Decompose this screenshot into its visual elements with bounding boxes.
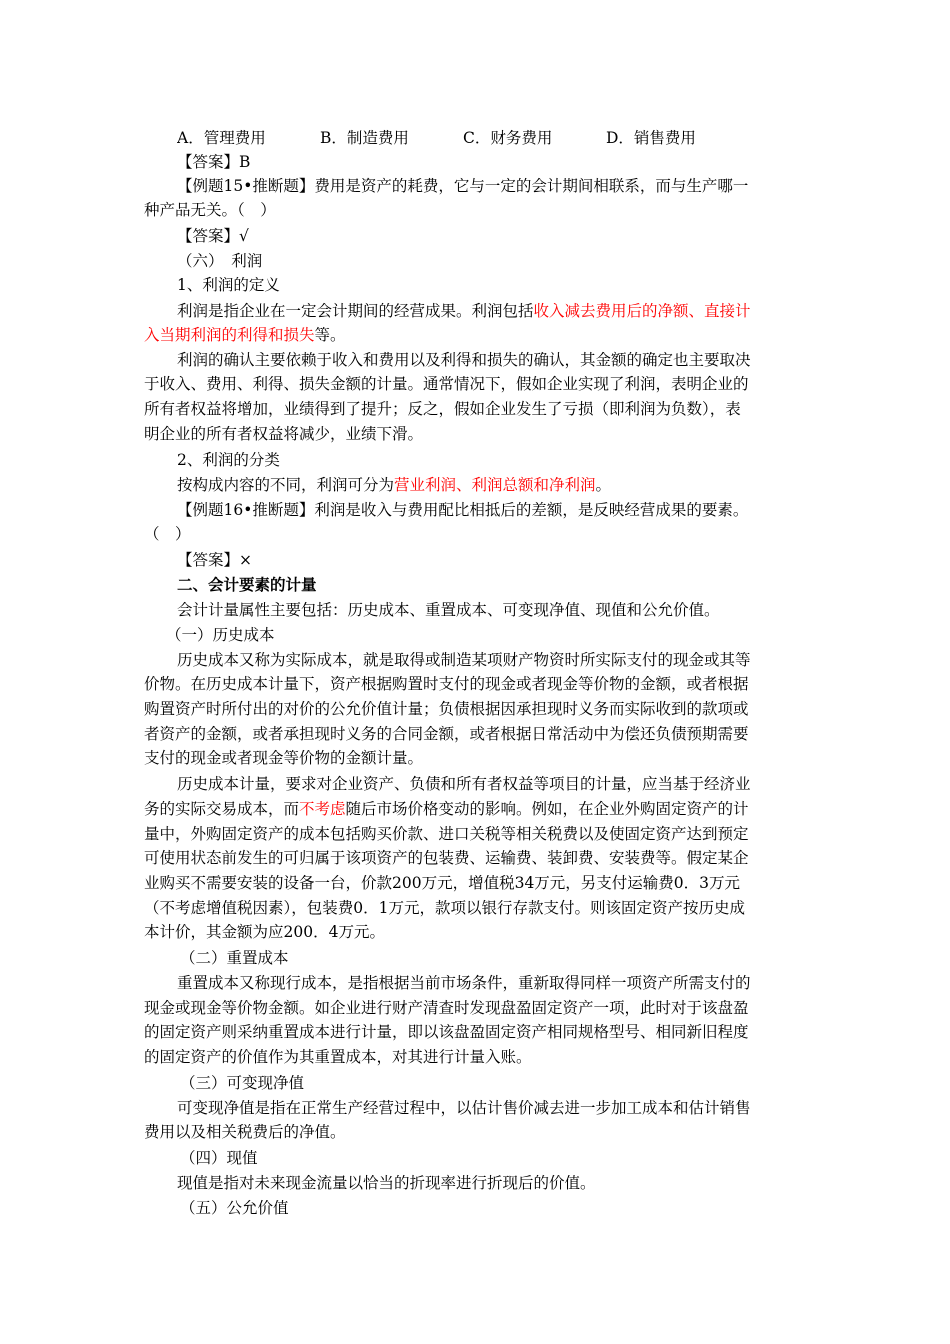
subheading-historical-cost: （一）历史成本 [166,626,275,644]
paragraph-line [144,797,808,821]
text-run: 按构成内容的不同，利润可分为 [177,476,395,494]
paragraph-profit-class [177,473,808,497]
paragraph-present-value: 现值是指对未来现金流量以恰当的折现率进行折现后的价值。 [177,1174,596,1192]
paragraph-measurement-attributes: 会计计量属性主要包括：历史成本、重置成本、可变现净值、现值和公允价值。 [177,601,720,619]
example-15-line-2: 种产品无关。（ ） [144,201,276,219]
paragraph-line: 者资产的金额，或者承担现时义务的合同金额，或者根据日常活动中为偿还负债预期需要 [144,725,749,743]
answer-options [177,126,841,150]
subheading-profit-classification: 2、利润的分类 [177,451,280,469]
paragraph-line: 价物。在历史成本计量下，资产根据购置时支付的现金或者现金等价物的金额，或者根据 [144,675,749,693]
example-15-line-1: 【例题15•推断题】费用是资产的耗费，它与一定的会计期间相联系，而与生产哪一 [177,177,749,195]
paragraph-line: 支付的现金或者现金等价物的金额计量。 [144,749,424,767]
paragraph-line: （不考虑增值税因素），包装费0．1万元，款项以银行存款支付。则该固定资产按历史成 [144,899,745,917]
text-run: 等。 [314,326,346,344]
paragraph-line: 重置成本又称现行成本，是指根据当前市场条件，重新取得同样一项资产所需支付的 [177,974,751,992]
subheading-net-realizable-value: （三）可变现净值 [180,1074,305,1092]
answer-1: 【答案】B [177,153,251,171]
text-run: 随后市场价格变动的影响。例如，在企业外购固定资产的计 [345,800,749,818]
paragraph-line: 可变现净值是指在正常生产经营过程中，以估计售价减去进一步加工成本和估计销售 [177,1099,751,1117]
option-c: C．财务费用 [463,129,553,147]
text-run: 利润是指企业在一定会计期间的经营成果。利润包括 [177,302,534,320]
paragraph-line: 本计价，其金额为应200．4万元。 [144,923,385,941]
paragraph-line: 于收入、费用、利得、损失金额的计量。通常情况下，假如企业实现了利润，表明企业的 [144,375,749,393]
highlight-text: 入当期利润的利得和损失 [144,326,315,344]
paragraph-line: 历史成本计量，要求对企业资产、负债和所有者权益等项目的计量，应当基于经济业 [177,775,751,793]
answer-2: 【答案】√ [177,227,249,245]
section-heading-6: （六） 利润 [177,252,263,270]
paragraph-line: 费用以及相关税费后的净值。 [144,1123,346,1141]
subheading-replacement-cost: （二）重置成本 [180,949,289,967]
paragraph-line: 现金或现金等价物金额。如企业进行财产清查时发现盘盈固定资产一项，此时对于该盘盈 [144,999,749,1017]
highlight-text: 营业利润、利润总额和净利润 [394,476,596,494]
paragraph-line: 的固定资产则采纳重置成本进行计量，即以该盘盈固定资产相同规格型号、相同新旧程度 [144,1023,749,1041]
option-b: B．制造费用 [320,129,409,147]
paragraph-line: 明企业的所有者权益将减少，业绩下滑。 [144,425,424,443]
paragraph-line: 量中，外购固定资产的成本包括购买价款、进口关税等相关税费以及使固定资产达到预定 [144,825,749,843]
text-run: 务的实际交易成本，而 [144,800,300,818]
paragraph-line: 所有者权益将增加，业绩得到了提升；反之，假如企业发生了亏损（即利润为负数），表 [144,400,741,418]
option-a: A．管理费用 [177,129,266,147]
text-run: 。 [595,476,612,494]
paragraph-line: 购置资产时所付出的对价的公允价值计量；负债根据因承担现时义务而实际收到的款项或 [144,700,749,718]
paragraph-profit-def-line-1 [177,299,808,323]
paragraph-line: 的固定资产的价值作为其重置成本，对其进行计量入账。 [144,1048,532,1066]
example-16-line-1: 【例题16•推断题】利润是收入与费用配比相抵后的差额，是反映经营成果的要素。 [177,501,749,519]
option-d: D．销售费用 [606,129,696,147]
subheading-fair-value: （五）公允价值 [180,1199,289,1217]
subheading-present-value: （四）现值 [180,1149,258,1167]
highlight-text: 收入减去费用后的净额、直接计 [533,302,751,320]
section-heading-2: 二、会计要素的计量 [177,575,317,594]
paragraph-line: 利润的确认主要依赖于收入和费用以及利得和损失的确认，其金额的确定也主要取决 [177,351,751,369]
highlight-text: 不考虑 [299,800,346,818]
example-16-line-2: （ ） [144,525,191,543]
paragraph-profit-def-line-2 [144,323,808,347]
paragraph-line: 可使用状态前发生的可归属于该项资产的包装费、运输费、装卸费、安装费等。假定某企 [144,849,749,867]
paragraph-line: 历史成本又称为实际成本，就是取得或制造某项财产物资时所实际支付的现金或其等 [177,651,751,669]
paragraph-line: 业购买不需要安装的设备一台，价款200万元，增值税34万元，另支付运输费0．3万元 [144,874,741,892]
subheading-profit-definition: 1、利润的定义 [177,276,280,294]
answer-3: 【答案】× [177,551,252,569]
